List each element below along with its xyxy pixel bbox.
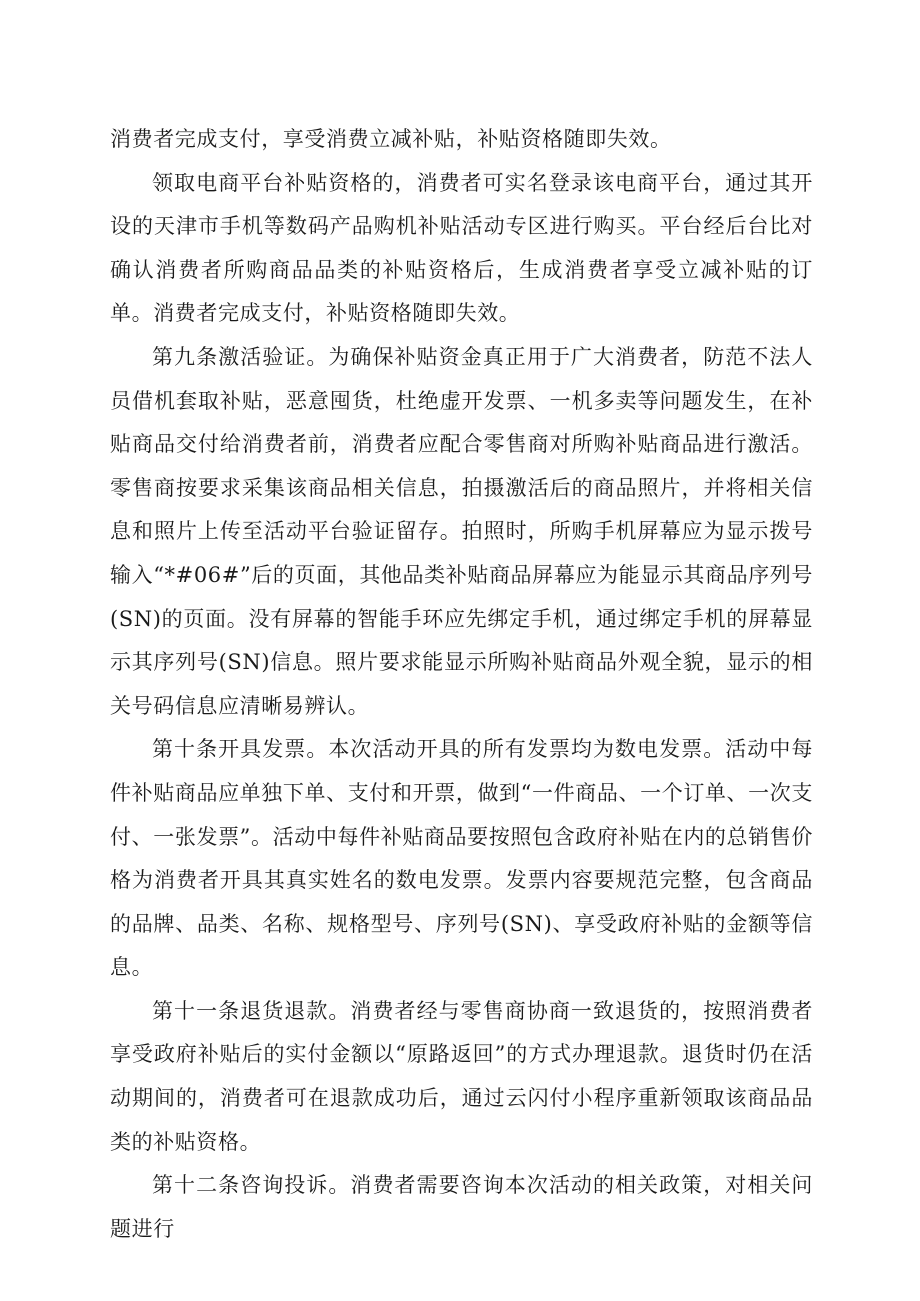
document-page <box>110 118 813 1251</box>
paragraph-article-9: 第九条激活验证。为确保补贴资金真正用于广大消费者，防范不法人员借机套取补贴，恶意囤货，杜绝虚开发票、一机多卖等问题发生，在补贴商品交付给消费者前，消费者应配合零售商对所购补贴商品进行激活。零售商按要求采集该商品相关信息，拍摄激活后的商品照片，并将相关信息和照片上传至活动平台验证留存。拍照时，所购手机屏幕应为显示拨号输入“*#06#”后的页面，其他品类补贴商品屏幕应为能显示其商品序列号(SN)的页面。没有屏幕的智能手环应先绑定手机，通过绑定手机的屏幕显示其序列号(SN)信息。照片要求能显示所购补贴商品外观全貌，显示的相关号码信息应清晰易辨认。 <box>110 344 813 718</box>
paragraph-article-12: 第十二条咨询投诉。消费者需要咨询本次活动的相关政策，对相关问题进行 <box>110 1173 813 1241</box>
paragraph-article-10: 第十条开具发票。本次活动开具的所有发票均为数电发票。活动中每件补贴商品应单独下单、支付和开票，做到“一件商品、一个订单、一次支付、一张发票”。活动中每件补贴商品要按照包含政府补贴在内的总销售价格为消费者开具其真实姓名的数电发票。发票内容要规范完整，包含商品的品牌、品类、名称、规格型号、序列号(SN)、享受政府补贴的金额等信息。 <box>110 737 813 980</box>
paragraph-ecommerce-subsidy: 领取电商平台补贴资格的，消费者可实名登录该电商平台，通过其开设的天津市手机等数码产品购机补贴活动专区进行购买。平台经后台比对确认消费者所购商品品类的补贴资格后，生成消费者享受立减补贴的订单。消费者完成支付，补贴资格随即失效。 <box>110 170 813 326</box>
paragraph-article-11: 第十一条退货退款。消费者经与零售商协商一致退货的，按照消费者享受政府补贴后的实付金额以“原路返回”的方式办理退款。退货时仍在活动期间的，消费者可在退款成功后，通过云闪付小程序重新领取该商品品类的补贴资格。 <box>110 998 813 1154</box>
paragraph-continuation: 消费者完成支付，享受消费立减补贴，补贴资格随即失效。 <box>110 127 672 151</box>
